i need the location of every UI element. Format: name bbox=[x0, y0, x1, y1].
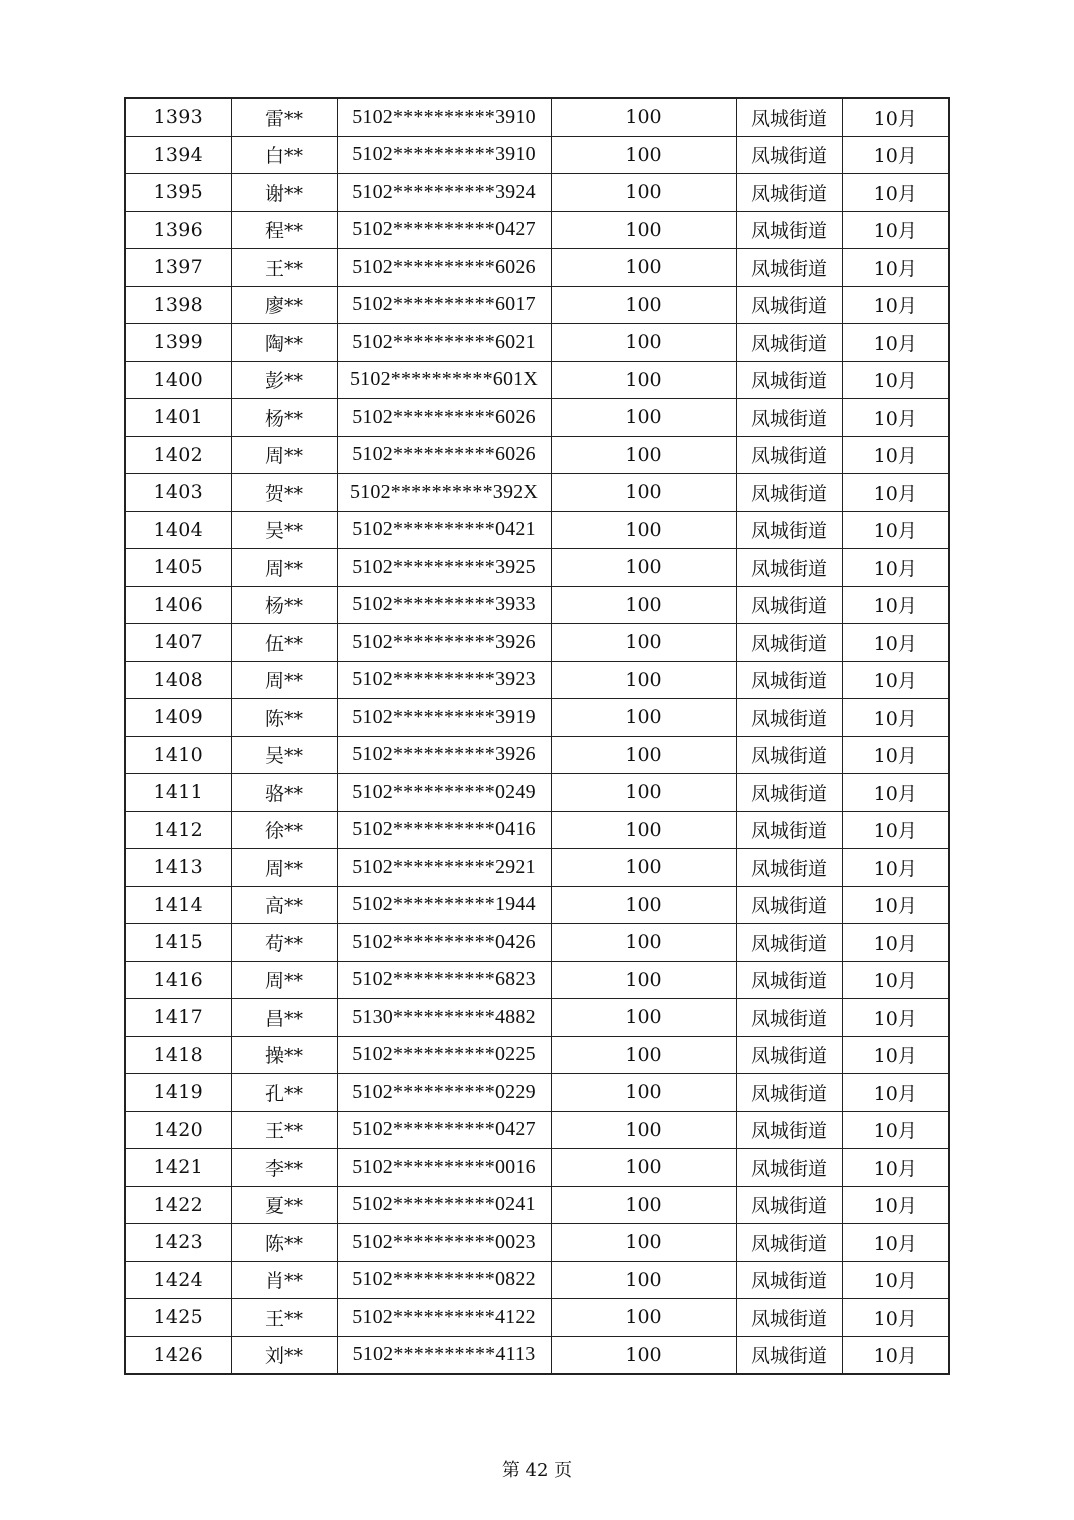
name-cell: 高** bbox=[231, 886, 337, 924]
table-row bbox=[125, 586, 949, 624]
records-table bbox=[124, 97, 950, 1375]
amount-cell: 100 bbox=[551, 361, 736, 399]
id-card-cell: 5102**********3910 bbox=[337, 136, 551, 174]
street-cell: 凤城街道 bbox=[736, 361, 842, 399]
amount-cell: 100 bbox=[551, 1074, 736, 1112]
street-cell: 凤城街道 bbox=[736, 1036, 842, 1074]
id-card-cell: 5102**********601X bbox=[337, 361, 551, 399]
street-cell: 凤城街道 bbox=[736, 1261, 842, 1299]
amount-cell: 100 bbox=[551, 399, 736, 437]
row-number-cell: 1419 bbox=[125, 1074, 231, 1112]
name-cell: 雷** bbox=[231, 98, 337, 136]
name-cell: 王** bbox=[231, 249, 337, 287]
id-card-cell: 5102**********0241 bbox=[337, 1186, 551, 1224]
month-cell: 10月 bbox=[842, 211, 949, 249]
month-cell: 10月 bbox=[842, 399, 949, 437]
id-card-cell: 5102**********6017 bbox=[337, 286, 551, 324]
month-cell: 10月 bbox=[842, 1299, 949, 1337]
table-row bbox=[125, 961, 949, 999]
id-card-cell: 5102**********3923 bbox=[337, 661, 551, 699]
month-cell: 10月 bbox=[842, 736, 949, 774]
row-number-cell: 1402 bbox=[125, 436, 231, 474]
street-cell: 凤城街道 bbox=[736, 474, 842, 512]
row-number-cell: 1413 bbox=[125, 849, 231, 887]
id-card-cell: 5102**********6021 bbox=[337, 324, 551, 362]
name-cell: 白** bbox=[231, 136, 337, 174]
id-card-cell: 5102**********3925 bbox=[337, 549, 551, 587]
month-cell: 10月 bbox=[842, 961, 949, 999]
name-cell: 陈** bbox=[231, 699, 337, 737]
table-row bbox=[125, 436, 949, 474]
id-card-cell: 5102**********0023 bbox=[337, 1224, 551, 1262]
name-cell: 李** bbox=[231, 1149, 337, 1187]
name-cell: 苟** bbox=[231, 924, 337, 962]
row-number-cell: 1424 bbox=[125, 1261, 231, 1299]
row-number-cell: 1405 bbox=[125, 549, 231, 587]
table-row bbox=[125, 999, 949, 1037]
table-row bbox=[125, 1261, 949, 1299]
amount-cell: 100 bbox=[551, 1336, 736, 1374]
street-cell: 凤城街道 bbox=[736, 1186, 842, 1224]
amount-cell: 100 bbox=[551, 286, 736, 324]
row-number-cell: 1404 bbox=[125, 511, 231, 549]
name-cell: 刘** bbox=[231, 1336, 337, 1374]
street-cell: 凤城街道 bbox=[736, 286, 842, 324]
street-cell: 凤城街道 bbox=[736, 924, 842, 962]
amount-cell: 100 bbox=[551, 1224, 736, 1262]
name-cell: 孔** bbox=[231, 1074, 337, 1112]
id-card-cell: 5102**********0229 bbox=[337, 1074, 551, 1112]
table-row bbox=[125, 1149, 949, 1187]
street-cell: 凤城街道 bbox=[736, 699, 842, 737]
street-cell: 凤城街道 bbox=[736, 174, 842, 212]
id-card-cell: 5102**********3910 bbox=[337, 98, 551, 136]
name-cell: 夏** bbox=[231, 1186, 337, 1224]
amount-cell: 100 bbox=[551, 1261, 736, 1299]
amount-cell: 100 bbox=[551, 586, 736, 624]
amount-cell: 100 bbox=[551, 136, 736, 174]
street-cell: 凤城街道 bbox=[736, 661, 842, 699]
street-cell: 凤城街道 bbox=[736, 1299, 842, 1337]
street-cell: 凤城街道 bbox=[736, 549, 842, 587]
name-cell: 肖** bbox=[231, 1261, 337, 1299]
name-cell: 周** bbox=[231, 549, 337, 587]
month-cell: 10月 bbox=[842, 549, 949, 587]
table-row bbox=[125, 1336, 949, 1374]
month-cell: 10月 bbox=[842, 924, 949, 962]
month-cell: 10月 bbox=[842, 1149, 949, 1187]
street-cell: 凤城街道 bbox=[736, 811, 842, 849]
table-row bbox=[125, 174, 949, 212]
id-card-cell: 5102**********3926 bbox=[337, 624, 551, 662]
month-cell: 10月 bbox=[842, 1186, 949, 1224]
row-number-cell: 1393 bbox=[125, 98, 231, 136]
street-cell: 凤城街道 bbox=[736, 1224, 842, 1262]
table-row bbox=[125, 1111, 949, 1149]
name-cell: 杨** bbox=[231, 399, 337, 437]
amount-cell: 100 bbox=[551, 249, 736, 287]
amount-cell: 100 bbox=[551, 811, 736, 849]
row-number-cell: 1394 bbox=[125, 136, 231, 174]
amount-cell: 100 bbox=[551, 886, 736, 924]
month-cell: 10月 bbox=[842, 1224, 949, 1262]
id-card-cell: 5102**********1944 bbox=[337, 886, 551, 924]
id-card-cell: 5102**********6823 bbox=[337, 961, 551, 999]
amount-cell: 100 bbox=[551, 474, 736, 512]
month-cell: 10月 bbox=[842, 98, 949, 136]
id-card-cell: 5102**********392X bbox=[337, 474, 551, 512]
table-row bbox=[125, 1224, 949, 1262]
month-cell: 10月 bbox=[842, 849, 949, 887]
amount-cell: 100 bbox=[551, 924, 736, 962]
row-number-cell: 1426 bbox=[125, 1336, 231, 1374]
table-row bbox=[125, 811, 949, 849]
table-row bbox=[125, 1299, 949, 1337]
month-cell: 10月 bbox=[842, 1261, 949, 1299]
row-number-cell: 1421 bbox=[125, 1149, 231, 1187]
row-number-cell: 1416 bbox=[125, 961, 231, 999]
row-number-cell: 1410 bbox=[125, 736, 231, 774]
name-cell: 杨** bbox=[231, 586, 337, 624]
name-cell: 徐** bbox=[231, 811, 337, 849]
street-cell: 凤城街道 bbox=[736, 1074, 842, 1112]
street-cell: 凤城街道 bbox=[736, 736, 842, 774]
amount-cell: 100 bbox=[551, 661, 736, 699]
street-cell: 凤城街道 bbox=[736, 849, 842, 887]
table-row bbox=[125, 474, 949, 512]
month-cell: 10月 bbox=[842, 1336, 949, 1374]
row-number-cell: 1415 bbox=[125, 924, 231, 962]
month-cell: 10月 bbox=[842, 661, 949, 699]
row-number-cell: 1420 bbox=[125, 1111, 231, 1149]
id-card-cell: 5102**********3924 bbox=[337, 174, 551, 212]
street-cell: 凤城街道 bbox=[736, 211, 842, 249]
name-cell: 谢** bbox=[231, 174, 337, 212]
name-cell: 吴** bbox=[231, 736, 337, 774]
amount-cell: 100 bbox=[551, 211, 736, 249]
id-card-cell: 5102**********0426 bbox=[337, 924, 551, 962]
row-number-cell: 1406 bbox=[125, 586, 231, 624]
id-card-cell: 5102**********3933 bbox=[337, 586, 551, 624]
street-cell: 凤城街道 bbox=[736, 436, 842, 474]
name-cell: 周** bbox=[231, 849, 337, 887]
name-cell: 操** bbox=[231, 1036, 337, 1074]
table-row bbox=[125, 211, 949, 249]
row-number-cell: 1425 bbox=[125, 1299, 231, 1337]
row-number-cell: 1417 bbox=[125, 999, 231, 1037]
row-number-cell: 1403 bbox=[125, 474, 231, 512]
id-card-cell: 5102**********0016 bbox=[337, 1149, 551, 1187]
amount-cell: 100 bbox=[551, 849, 736, 887]
month-cell: 10月 bbox=[842, 586, 949, 624]
name-cell: 廖** bbox=[231, 286, 337, 324]
table-row bbox=[125, 736, 949, 774]
month-cell: 10月 bbox=[842, 811, 949, 849]
row-number-cell: 1400 bbox=[125, 361, 231, 399]
amount-cell: 100 bbox=[551, 1186, 736, 1224]
amount-cell: 100 bbox=[551, 98, 736, 136]
records-table-body bbox=[125, 98, 949, 1374]
street-cell: 凤城街道 bbox=[736, 886, 842, 924]
month-cell: 10月 bbox=[842, 624, 949, 662]
row-number-cell: 1423 bbox=[125, 1224, 231, 1262]
amount-cell: 100 bbox=[551, 174, 736, 212]
id-card-cell: 5130**********4882 bbox=[337, 999, 551, 1037]
table-row bbox=[125, 324, 949, 362]
row-number-cell: 1408 bbox=[125, 661, 231, 699]
row-number-cell: 1407 bbox=[125, 624, 231, 662]
id-card-cell: 5102**********3919 bbox=[337, 699, 551, 737]
table-row bbox=[125, 249, 949, 287]
name-cell: 伍** bbox=[231, 624, 337, 662]
id-card-cell: 5102**********4113 bbox=[337, 1336, 551, 1374]
name-cell: 周** bbox=[231, 961, 337, 999]
street-cell: 凤城街道 bbox=[736, 624, 842, 662]
page-number: 第 42 页 bbox=[501, 1460, 573, 1481]
name-cell: 陶** bbox=[231, 324, 337, 362]
month-cell: 10月 bbox=[842, 699, 949, 737]
amount-cell: 100 bbox=[551, 436, 736, 474]
row-number-cell: 1422 bbox=[125, 1186, 231, 1224]
id-card-cell: 5102**********6026 bbox=[337, 249, 551, 287]
name-cell: 吴** bbox=[231, 511, 337, 549]
amount-cell: 100 bbox=[551, 999, 736, 1037]
month-cell: 10月 bbox=[842, 249, 949, 287]
amount-cell: 100 bbox=[551, 961, 736, 999]
amount-cell: 100 bbox=[551, 774, 736, 812]
id-card-cell: 5102**********4122 bbox=[337, 1299, 551, 1337]
id-card-cell: 5102**********0822 bbox=[337, 1261, 551, 1299]
table-row bbox=[125, 849, 949, 887]
name-cell: 周** bbox=[231, 661, 337, 699]
table-row bbox=[125, 549, 949, 587]
month-cell: 10月 bbox=[842, 474, 949, 512]
amount-cell: 100 bbox=[551, 699, 736, 737]
table-row bbox=[125, 361, 949, 399]
name-cell: 王** bbox=[231, 1299, 337, 1337]
amount-cell: 100 bbox=[551, 1036, 736, 1074]
table-row bbox=[125, 136, 949, 174]
name-cell: 王** bbox=[231, 1111, 337, 1149]
month-cell: 10月 bbox=[842, 1036, 949, 1074]
month-cell: 10月 bbox=[842, 136, 949, 174]
amount-cell: 100 bbox=[551, 549, 736, 587]
month-cell: 10月 bbox=[842, 324, 949, 362]
id-card-cell: 5102**********3926 bbox=[337, 736, 551, 774]
row-number-cell: 1395 bbox=[125, 174, 231, 212]
id-card-cell: 5102**********6026 bbox=[337, 399, 551, 437]
table-row bbox=[125, 886, 949, 924]
month-cell: 10月 bbox=[842, 886, 949, 924]
street-cell: 凤城街道 bbox=[736, 999, 842, 1037]
street-cell: 凤城街道 bbox=[736, 136, 842, 174]
table-row bbox=[125, 399, 949, 437]
table-row bbox=[125, 624, 949, 662]
street-cell: 凤城街道 bbox=[736, 511, 842, 549]
month-cell: 10月 bbox=[842, 174, 949, 212]
row-number-cell: 1418 bbox=[125, 1036, 231, 1074]
table-row bbox=[125, 1074, 949, 1112]
month-cell: 10月 bbox=[842, 999, 949, 1037]
id-card-cell: 5102**********0427 bbox=[337, 211, 551, 249]
amount-cell: 100 bbox=[551, 1111, 736, 1149]
amount-cell: 100 bbox=[551, 511, 736, 549]
street-cell: 凤城街道 bbox=[736, 586, 842, 624]
table-row bbox=[125, 98, 949, 136]
street-cell: 凤城街道 bbox=[736, 961, 842, 999]
month-cell: 10月 bbox=[842, 511, 949, 549]
street-cell: 凤城街道 bbox=[736, 324, 842, 362]
table-row bbox=[125, 1036, 949, 1074]
amount-cell: 100 bbox=[551, 736, 736, 774]
street-cell: 凤城街道 bbox=[736, 774, 842, 812]
month-cell: 10月 bbox=[842, 774, 949, 812]
id-card-cell: 5102**********2921 bbox=[337, 849, 551, 887]
month-cell: 10月 bbox=[842, 286, 949, 324]
name-cell: 昌** bbox=[231, 999, 337, 1037]
id-card-cell: 5102**********0249 bbox=[337, 774, 551, 812]
row-number-cell: 1414 bbox=[125, 886, 231, 924]
row-number-cell: 1399 bbox=[125, 324, 231, 362]
row-number-cell: 1409 bbox=[125, 699, 231, 737]
month-cell: 10月 bbox=[842, 1111, 949, 1149]
amount-cell: 100 bbox=[551, 624, 736, 662]
name-cell: 骆** bbox=[231, 774, 337, 812]
month-cell: 10月 bbox=[842, 361, 949, 399]
row-number-cell: 1411 bbox=[125, 774, 231, 812]
amount-cell: 100 bbox=[551, 324, 736, 362]
street-cell: 凤城街道 bbox=[736, 399, 842, 437]
row-number-cell: 1401 bbox=[125, 399, 231, 437]
amount-cell: 100 bbox=[551, 1149, 736, 1187]
table-row bbox=[125, 661, 949, 699]
name-cell: 陈** bbox=[231, 1224, 337, 1262]
id-card-cell: 5102**********6026 bbox=[337, 436, 551, 474]
id-card-cell: 5102**********0416 bbox=[337, 811, 551, 849]
table-row bbox=[125, 774, 949, 812]
name-cell: 程** bbox=[231, 211, 337, 249]
name-cell: 周** bbox=[231, 436, 337, 474]
street-cell: 凤城街道 bbox=[736, 249, 842, 287]
street-cell: 凤城街道 bbox=[736, 1336, 842, 1374]
id-card-cell: 5102**********0421 bbox=[337, 511, 551, 549]
table-row bbox=[125, 1186, 949, 1224]
id-card-cell: 5102**********0427 bbox=[337, 1111, 551, 1149]
name-cell: 彭** bbox=[231, 361, 337, 399]
table-row bbox=[125, 511, 949, 549]
month-cell: 10月 bbox=[842, 436, 949, 474]
street-cell: 凤城街道 bbox=[736, 1111, 842, 1149]
amount-cell: 100 bbox=[551, 1299, 736, 1337]
street-cell: 凤城街道 bbox=[736, 98, 842, 136]
id-card-cell: 5102**********0225 bbox=[337, 1036, 551, 1074]
row-number-cell: 1396 bbox=[125, 211, 231, 249]
row-number-cell: 1397 bbox=[125, 249, 231, 287]
table-row bbox=[125, 924, 949, 962]
name-cell: 贺** bbox=[231, 474, 337, 512]
row-number-cell: 1412 bbox=[125, 811, 231, 849]
street-cell: 凤城街道 bbox=[736, 1149, 842, 1187]
table-row bbox=[125, 286, 949, 324]
month-cell: 10月 bbox=[842, 1074, 949, 1112]
row-number-cell: 1398 bbox=[125, 286, 231, 324]
table-row bbox=[125, 699, 949, 737]
